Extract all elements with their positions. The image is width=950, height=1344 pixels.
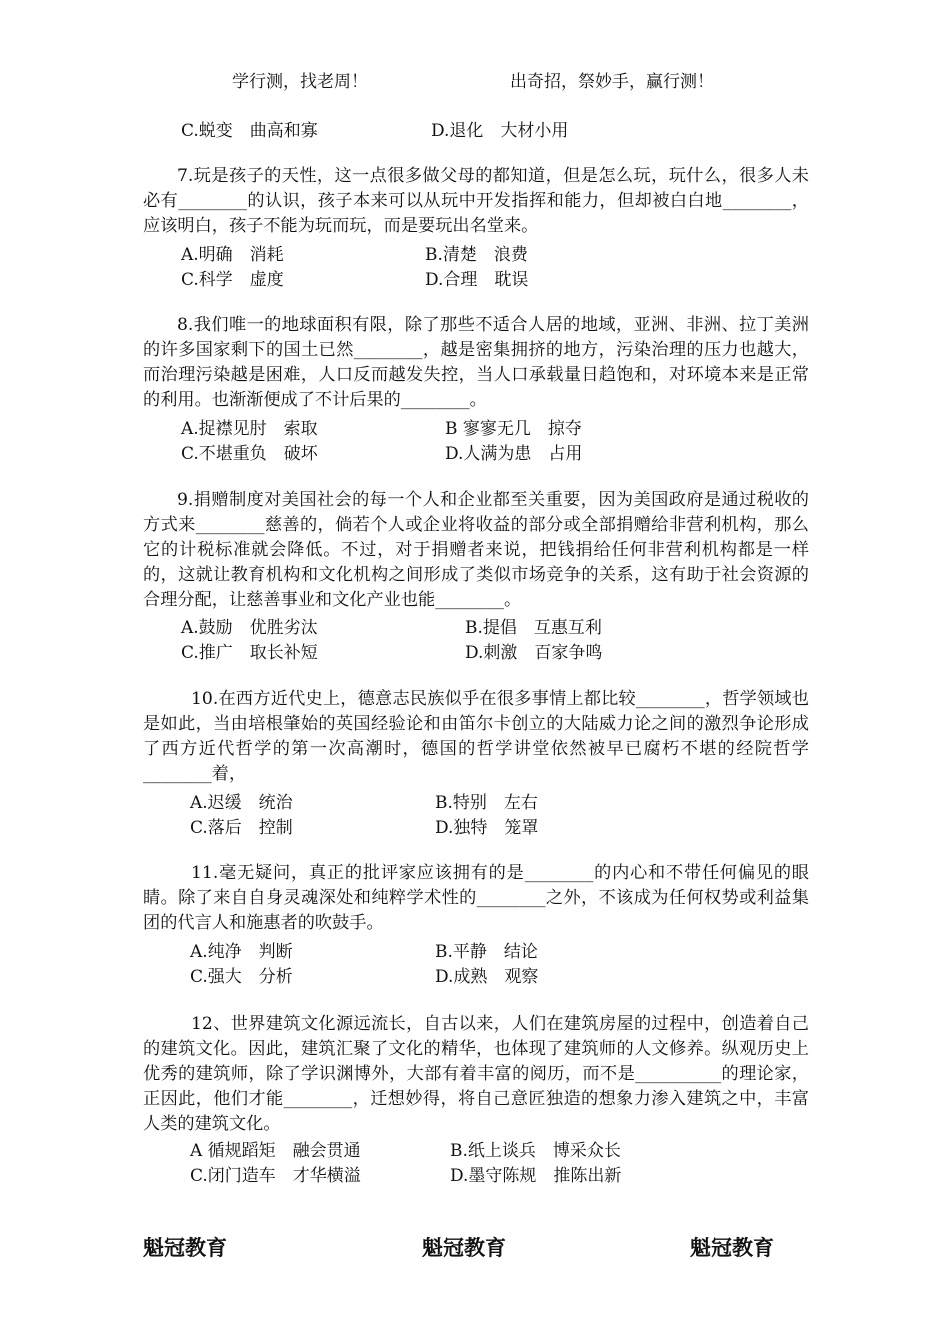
q11-option-b: B.平静 结论 [435, 942, 538, 962]
q10-option-d: D.独特 笼罩 [435, 818, 539, 838]
q12-option-d: D.墨守陈规 推陈出新 [450, 1166, 622, 1186]
q7-option-c: C.科学 虚度 [181, 270, 284, 290]
q9-stem: 9.捐赠制度对美国社会的每一个人和企业都至关重要，因为美国政府是通过税收的方式来________慈善的，倘若个人或企业将收益的部分或全部捐赠给非营利机构，那么它的计税标准就会降低。不过，对于捐赠者来说，把钱捐给任何非营利机构都是一样的，这就让教育机构和文化机构之间形成了类似市场竞争的关系，这有助于社会资源的合理分配，让慈善事业和文化产业也能________。 [143, 490, 809, 610]
q10-stem: 10.在西方近代史上，德意志民族似乎在很多事情上都比较________，哲学领域也是如此，当由培根肇始的英国经验论和由笛尔卡创立的大陆威力论之间的激烈争论形成了西方近代哲学的第一次高潮时，德国的哲学讲堂依然被早已腐朽不堪的经院哲学________着， [143, 689, 809, 784]
q6-option-c: C.蜕变 曲高和寡 [181, 121, 318, 141]
q10-option-c: C.落后 控制 [190, 818, 293, 838]
header-left-slogan: 学行测，找老周！ [232, 72, 368, 92]
q9-option-c: C.推广 取长补短 [181, 643, 318, 663]
q9-option-a: A.鼓励 优胜劣汰 [181, 618, 318, 638]
q11-stem: 11.毫无疑问，真正的批评家应该拥有的是________的内心和不带任何偏见的眼睛。除了来自自身灵魂深处和纯粹学术性的________之外，不该成为任何权势或利益集团的代言人和施惠者的吹鼓手。 [143, 863, 809, 933]
header-right-slogan: 出奇招，祭妙手，赢行测！ [510, 72, 714, 92]
q9-option-d: D.刺激 百家争鸣 [465, 643, 603, 663]
q8-option-d: D.人满为患 占用 [445, 444, 583, 464]
q8-option-a: A.捉襟见肘 索取 [181, 419, 318, 439]
q8-option-c: C.不堪重负 破坏 [181, 444, 318, 464]
q7-option-a: A.明确 消耗 [181, 245, 284, 265]
q12-option-b: B.纸上谈兵 博采众长 [450, 1141, 621, 1161]
q9-option-b: B.提倡 互惠互利 [465, 618, 602, 638]
q10-option-a: A.迟缓 统治 [190, 793, 293, 813]
q8-stem: 8.我们唯一的地球面积有限，除了那些不适合人居的地域，亚洲、非洲、拉丁美洲的许多国家剩下的国土已然________，越是密集拥挤的地方，污染治理的压力也越大，而治理污染越是困难，人口反而越发失控，当人口承载量日趋饱和，对环境本来是正常的利用。也渐渐便成了不计后果的________。 [143, 315, 809, 410]
q11-option-a: A.纯净 判断 [190, 942, 293, 962]
q12-option-a: A 循规蹈矩 融会贯通 [190, 1141, 361, 1161]
q10-option-b: B.特别 左右 [435, 793, 538, 813]
footer-brand-center: 魁冠教育 [422, 1236, 506, 1260]
q7-stem: 7.玩是孩子的天性，这一点很多做父母的都知道，但是怎么玩，玩什么，很多人未必有________的认识，孩子本来可以从玩中开发指挥和能力，但却被白白地________，应该明白，孩子不能为玩而玩，而是要玩出名堂来。 [143, 166, 809, 236]
q12-stem: 12、世界建筑文化源远流长，自古以来，人们在建筑房屋的过程中，创造着自己的建筑文化。因此，建筑汇聚了文化的精华，也体现了建筑师的人文修养。纵观历史上优秀的建筑师，除了学识渊博外，大部有着丰富的阅历，而不是__________的理论家，正因此，他们才能________，迁想妙得，将自己意匠独造的想象力渗入建筑之中，丰富人类的建筑文化。 [143, 1014, 809, 1134]
q12-option-c: C.闭门造车 才华横溢 [190, 1166, 361, 1186]
footer-brand-right: 魁冠教育 [690, 1236, 774, 1260]
q11-option-c: C.强大 分析 [190, 967, 293, 987]
q7-option-b: B.清楚 浪费 [425, 245, 528, 265]
footer-brand-left: 魁冠教育 [143, 1236, 227, 1260]
q8-option-b: B 寥寥无几 掠夺 [445, 419, 582, 439]
q6-option-d: D.退化 大材小用 [431, 121, 569, 141]
q7-option-d: D.合理 耽误 [425, 270, 529, 290]
q11-option-d: D.成熟 观察 [435, 967, 539, 987]
